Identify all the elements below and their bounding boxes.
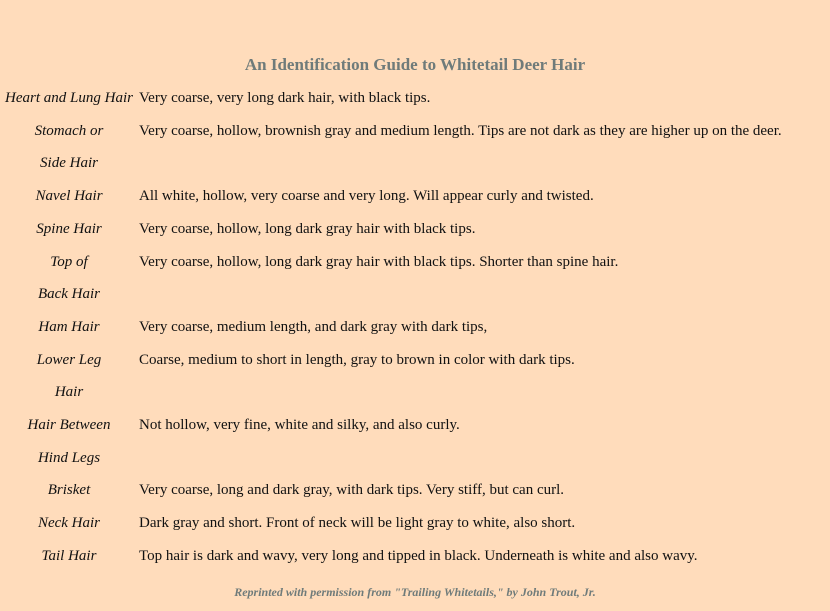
hair-location-label: Neck Hair [37,515,101,532]
hair-location-label: Lower Leg [36,351,102,368]
hair-location-label: Tail Hair [41,547,97,564]
hair-description: Very coarse, long and dark gray, with dark tips. Very stiff, but can curl. [139,482,565,499]
hair-description: Coarse, medium to short in length, gray to brown in color with dark tips. [139,351,575,368]
hair-location-label: Hair [54,384,84,401]
hair-description: Very coarse, very long dark hair, with black tips. [139,90,431,106]
hair-description: Dark gray and short. Front of neck will be light gray to white, also short. [139,515,576,532]
hair-location-label: Top of [50,253,88,270]
hair-location-label: Ham Hair [38,318,100,335]
hair-location-label: Hind Legs [37,449,101,466]
permission-footer: Reprinted with permission from "Trailing Whitetails," by John Trout, Jr. [234,585,596,599]
hair-description: Very coarse, hollow, long dark gray hair with black tips. [139,220,476,237]
hair-location-label: Spine Hair [36,220,102,237]
hair-description: Not hollow, very fine, white and silky, and also curly. [139,417,460,433]
hair-location-label: Back Hair [37,286,101,303]
hair-location-label: Navel Hair [35,188,103,205]
hair-description: Very coarse, hollow, long dark gray hair with black tips. Shorter than spine hair. [139,253,619,270]
hair-location-label: Hair Between [27,417,111,433]
hair-description: Very coarse, medium length, and dark gray with dark tips, [139,318,488,335]
hair-description: Very coarse, hollow, brownish gray and medium length. Tips are not dark as they are higher up on the deer. [139,122,782,139]
page-title: An Identification Guide to Whitetail Deer Hair [244,55,586,74]
hair-description: All white, hollow, very coarse and very long. Will appear curly and twisted. [139,188,594,205]
hair-location-label: Brisket [47,482,91,499]
hair-location-label: Side Hair [40,155,98,172]
hair-location-label: Heart and Lung Hair [5,90,133,106]
hair-description: Top hair is dark and wavy, very long and tipped in black. Underneath is white and also wavy. [139,547,698,564]
hair-location-label: Stomach or [34,122,104,139]
